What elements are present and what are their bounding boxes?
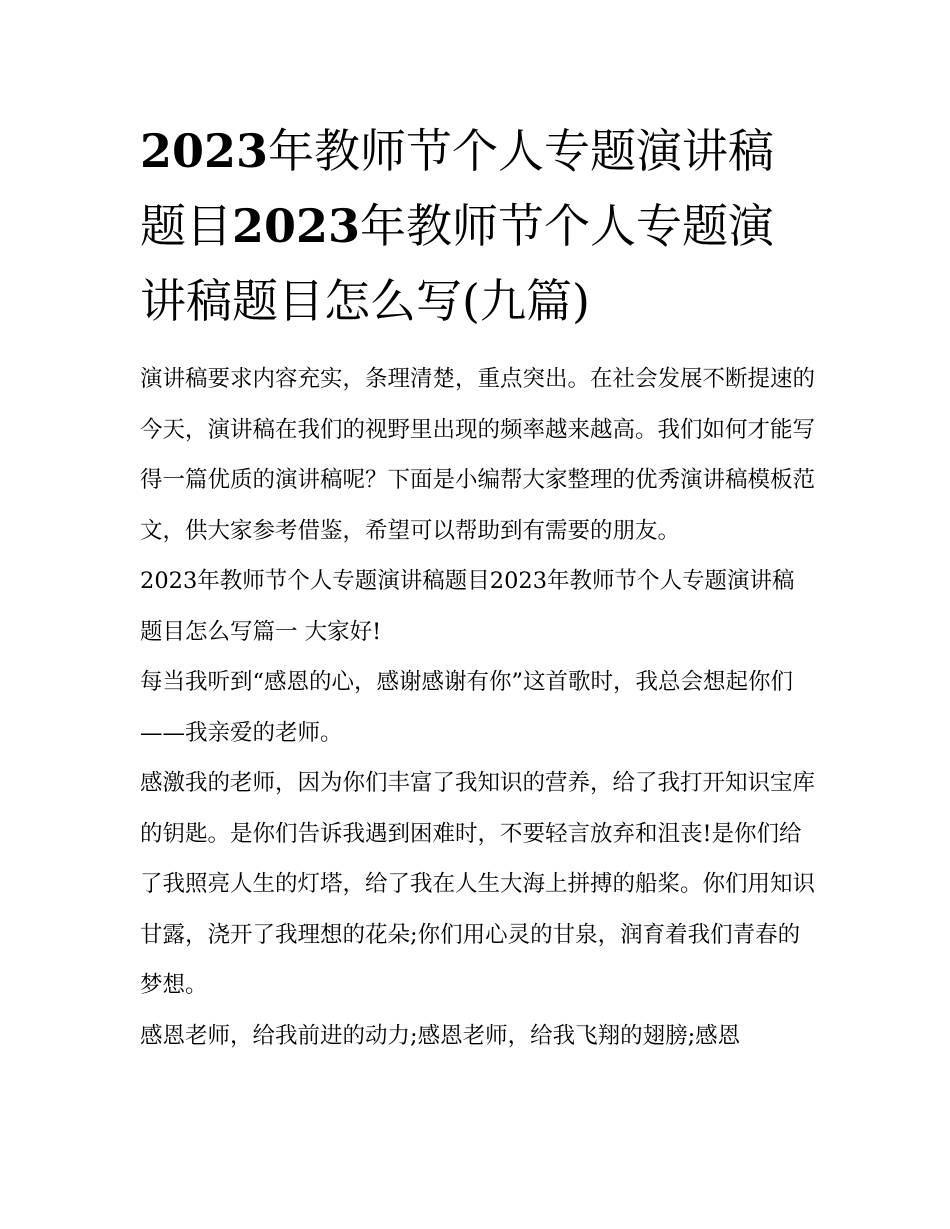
title-text-1: 年教师节个人专题演讲稿题目 [140,124,775,253]
document-title [140,114,820,339]
paragraph-heading-1: 2023年教师节个人专题演讲稿题目2023年教师节个人专题演讲稿题目怎么写篇一 大家好! [140,568,795,645]
paragraph-3: 感激我的老师，因为你们丰富了我知识的营养，给了我打开知识宝库的钥匙。是你们告诉我遇到困难时，不要轻言放弃和沮丧!是你们给了我照亮人生的灯塔，给了我在人生大海上拼搏的船桨。你们用知识甘露，浇开了我理想的花朵;你们用心灵的甘泉，润育着我们青春的梦想。 [140,770,816,998]
paragraph-2: 每当我听到“感恩的心，感谢感谢有你”这首歌时，我总会想起你们——我亲爱的老师。 [140,669,794,746]
paragraph-intro: 演讲稿要求内容充实，条理清楚，重点突出。在社会发展不断提速的今天，演讲稿在我们的视野里出现的频率越来越高。我们如何才能写得一篇优质的演讲稿呢？下面是小编帮大家整理的优秀演讲稿模板范文，供大家参考借鉴，希望可以帮助到有需要的朋友。 [140,366,816,544]
paragraph-4: 感恩老师，给我前进的动力;感恩老师，给我飞翔的翅膀;感恩 [140,1022,741,1049]
title-year-1: 2023 [140,124,269,178]
title-text-2: 年教师节个人专题演讲稿题目怎么写(九篇) [140,199,775,328]
title-year-2: 2023 [232,199,361,253]
document-body [140,354,815,1061]
